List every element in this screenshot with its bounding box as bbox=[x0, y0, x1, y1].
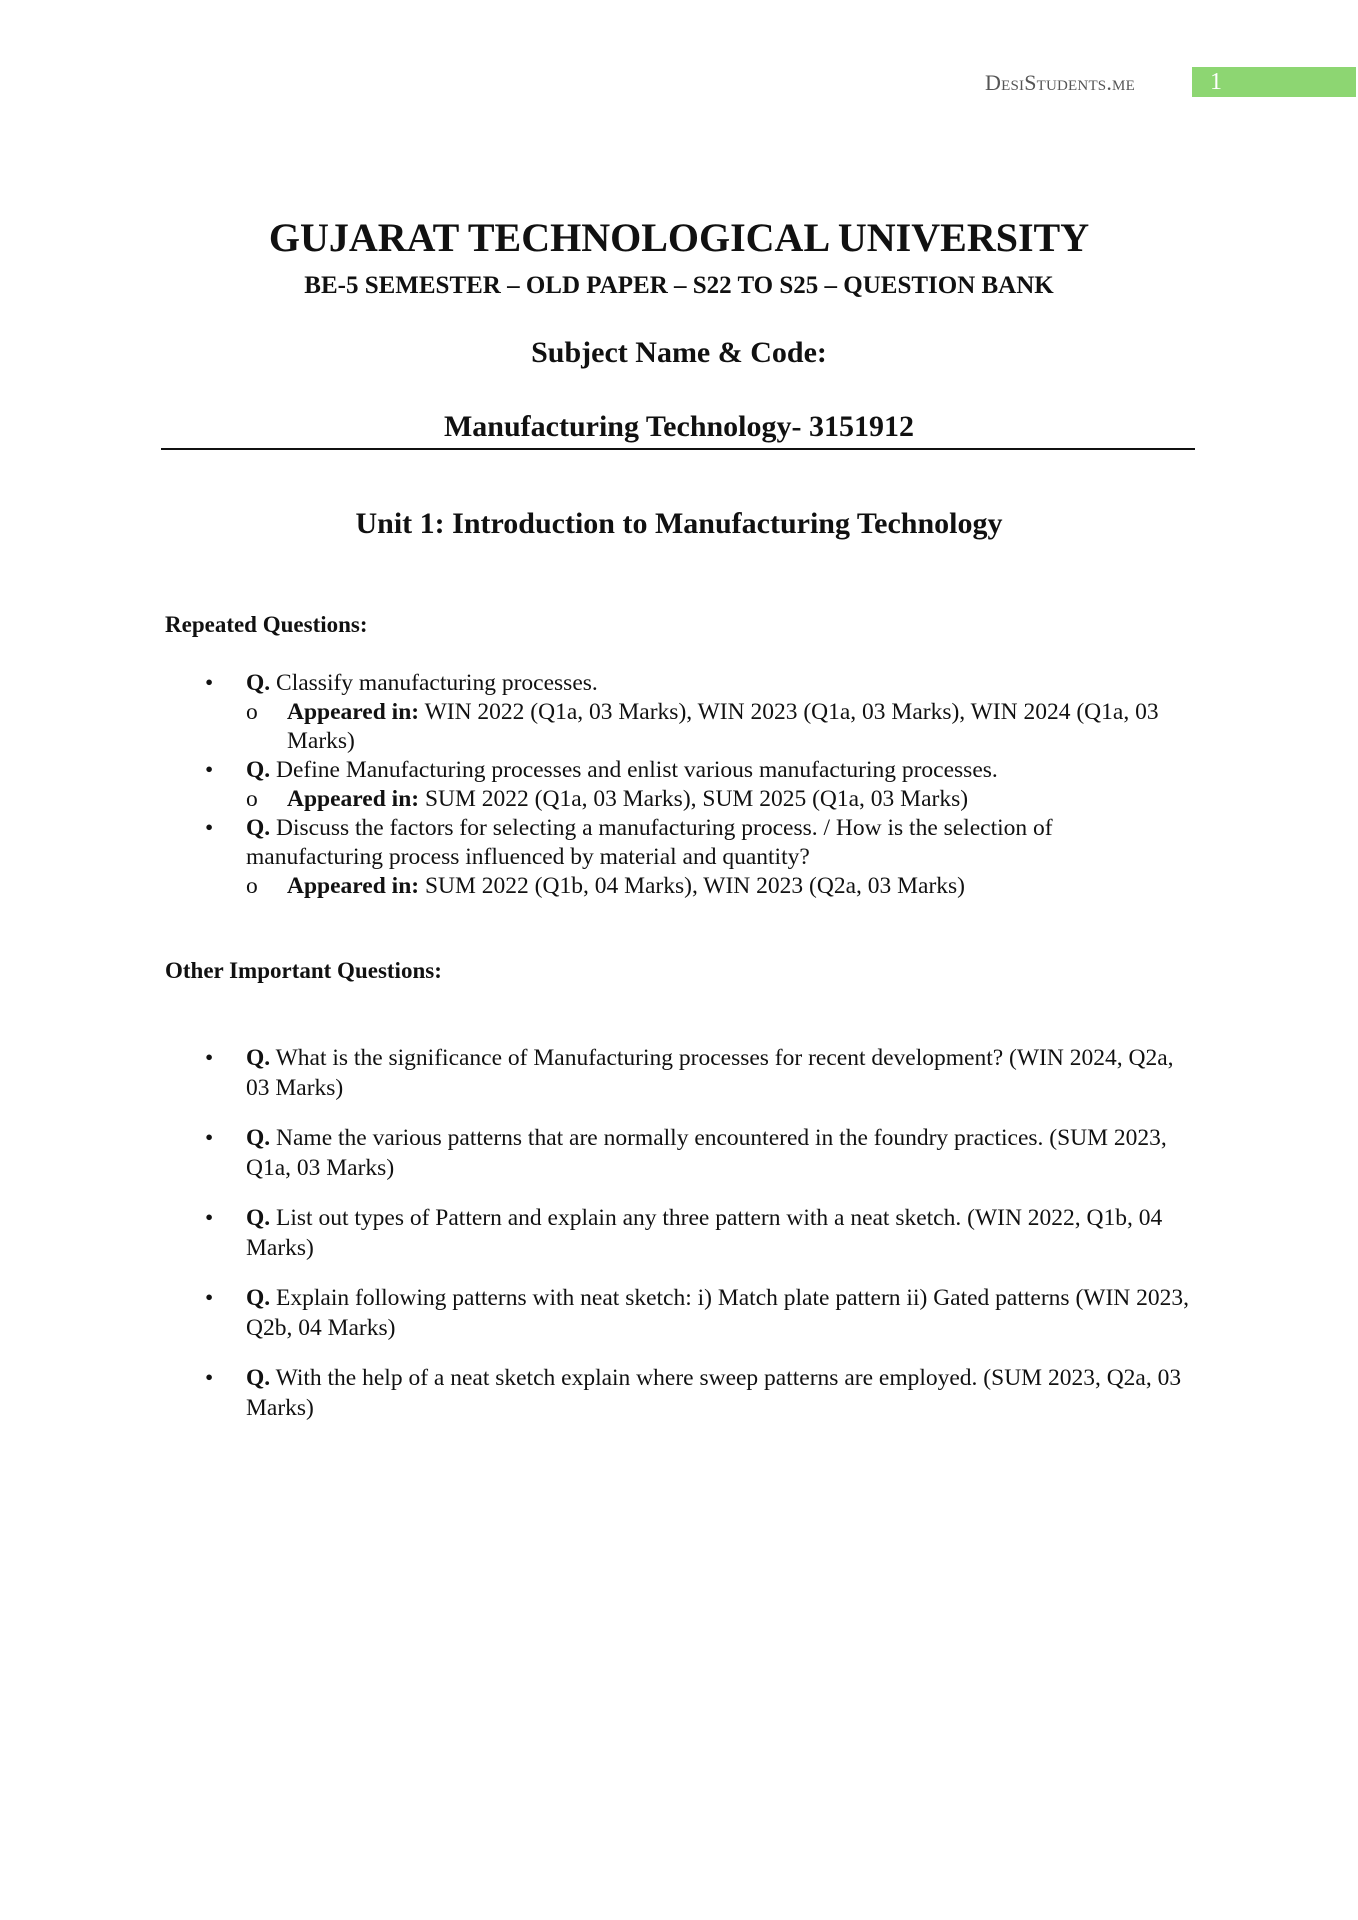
list-item bbox=[205, 1203, 1195, 1263]
site-name: DesiStudents.me bbox=[985, 70, 1135, 95]
repeated-questions-heading: Repeated Questions: bbox=[165, 612, 368, 637]
question-text: Define Manufacturing processes and enlist various manufacturing processes. bbox=[276, 757, 998, 783]
bullet-icon: • bbox=[205, 1125, 214, 1151]
q-prefix: Q. bbox=[246, 757, 271, 783]
q-prefix: Q. bbox=[246, 1125, 271, 1151]
repeated-questions-list bbox=[205, 669, 1195, 901]
list-item bbox=[205, 1283, 1195, 1343]
list-item bbox=[205, 814, 1195, 872]
list-item bbox=[205, 669, 1195, 698]
q-prefix: Q. bbox=[246, 815, 271, 841]
subject-label: Subject Name & Code: bbox=[531, 336, 827, 369]
document-subtitle: BE-5 SEMESTER – OLD PAPER – S22 TO S25 – QUESTION BANK bbox=[304, 272, 1054, 299]
question-text: What is the significance of Manufacturing processes for recent development? (WIN 2024, Q2a, 03 Marks) bbox=[246, 1045, 1174, 1101]
q-prefix: Q. bbox=[246, 1365, 271, 1391]
appeared-label: Appeared in: bbox=[287, 699, 420, 725]
appeared-text: SUM 2022 (Q1b, 04 Marks), WIN 2023 (Q2a, 03 Marks) bbox=[424, 873, 965, 899]
circle-bullet-icon: o bbox=[246, 873, 258, 899]
appeared-item bbox=[164, 872, 1195, 901]
divider bbox=[161, 448, 1195, 450]
other-questions-list bbox=[205, 1043, 1195, 1443]
appeared-text: SUM 2022 (Q1a, 03 Marks), SUM 2025 (Q1a, 03 Marks) bbox=[424, 786, 969, 812]
bullet-icon: • bbox=[205, 1365, 214, 1391]
bullet-icon: • bbox=[205, 670, 214, 696]
appeared-item bbox=[164, 785, 1195, 814]
page-number-badge: 1 bbox=[1192, 67, 1356, 97]
list-item bbox=[205, 1123, 1195, 1183]
q-prefix: Q. bbox=[246, 1285, 271, 1311]
appeared-item bbox=[164, 698, 1195, 756]
question-text: Explain following patterns with neat sketch: i) Match plate pattern ii) Gated patterns (WIN 2023, Q2b, 04 Marks) bbox=[246, 1285, 1189, 1341]
list-item bbox=[205, 756, 1195, 785]
question-text: Discuss the factors for selecting a manufacturing process. / How is the selection of manufacturing process influenced by material and quantity? bbox=[246, 815, 1053, 870]
list-item bbox=[205, 1043, 1195, 1103]
question-text: Name the various patterns that are normally encountered in the foundry practices. (SUM 2023, Q1a, 03 Marks) bbox=[246, 1125, 1167, 1181]
question-text: Classify manufacturing processes. bbox=[276, 670, 598, 696]
course-name: Manufacturing Technology- 3151912 bbox=[443, 410, 915, 443]
bullet-icon: • bbox=[205, 1205, 214, 1231]
bullet-icon: • bbox=[205, 1045, 214, 1071]
bullet-icon: • bbox=[205, 1285, 214, 1311]
appeared-label: Appeared in: bbox=[287, 873, 420, 899]
list-item bbox=[205, 1363, 1195, 1423]
q-prefix: Q. bbox=[246, 1045, 271, 1071]
bullet-icon: • bbox=[205, 757, 214, 783]
q-prefix: Q. bbox=[246, 1205, 271, 1231]
bullet-icon: • bbox=[205, 815, 214, 841]
university-title: GUJARAT TECHNOLOGICAL UNIVERSITY bbox=[268, 215, 1090, 260]
appeared-text: WIN 2022 (Q1a, 03 Marks), WIN 2023 (Q1a, 03 Marks), WIN 2024 (Q1a, 03 Marks) bbox=[287, 699, 1159, 754]
q-prefix: Q. bbox=[246, 670, 271, 696]
circle-bullet-icon: o bbox=[246, 699, 258, 725]
other-questions-heading: Other Important Questions: bbox=[165, 958, 442, 983]
unit-title: Unit 1: Introduction to Manufacturing Technology bbox=[355, 507, 1003, 540]
circle-bullet-icon: o bbox=[246, 786, 258, 812]
question-text: List out types of Pattern and explain any three pattern with a neat sketch. (WIN 2022, Q1b, 04 Marks) bbox=[246, 1205, 1163, 1261]
question-text: With the help of a neat sketch explain where sweep patterns are employed. (SUM 2023, Q2a, 03 Marks) bbox=[246, 1365, 1182, 1421]
appeared-label: Appeared in: bbox=[287, 786, 420, 812]
